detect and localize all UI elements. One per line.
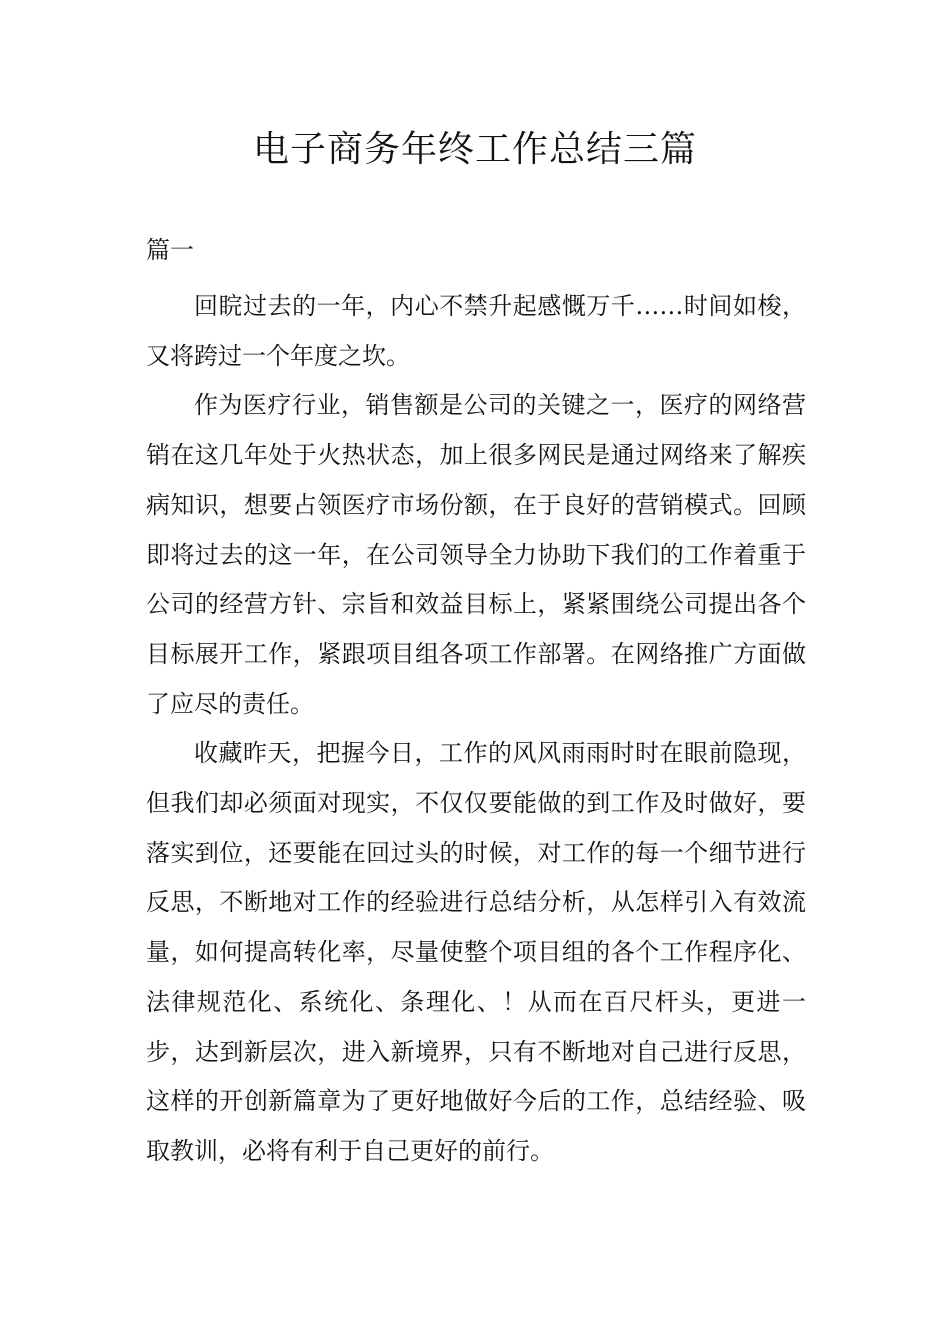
document-title: 电子商务年终工作总结三篇 — [252, 129, 697, 170]
section-heading: 篇一 — [146, 236, 194, 264]
paragraph: 收藏昨天，把握今日，工作的风风雨雨时时在眼前隐现，但我们却必须面对现实，不仅仅要能做的到工作及时做好，要落实到位，还要能在回过头的时候，对工作的每一个细节进行反思，不断地对工作的经验进行总结分析，从怎样引入有效流量，如何提高转化率，尽量使整个项目组的各个工作程序化、法律规范化、系统化、条理化、！从而在百尺杆头，更进一步，达到新层次，进入新境界，只有不断地对自己进行反思，这样的开创新篇章为了更好地做好今后的工作，总结经验、吸取教训，必将有利于自己更好的前行。 — [146, 739, 806, 1165]
paragraph: 作为医疗行业，销售额是公司的关键之一，医疗的网络营销在这几年处于火热状态，加上很多网民是通过网络来了解疾病知识，想要占领医疗市场份额，在于良好的营销模式。回顾即将过去的这一年，在公司领导全力协助下我们的工作着重于公司的经营方针、宗旨和效益目标上，紧紧围绕公司提出各个目标展开工作，紧跟项目组各项工作部署。在网络推广方面做了应尽的责任。 — [146, 391, 806, 718]
paragraph: 回睆过去的一年，内心不禁升起感慨万千……时间如梭，又将跨过一个年度之坎。 — [146, 292, 806, 370]
document-body — [146, 282, 806, 1177]
